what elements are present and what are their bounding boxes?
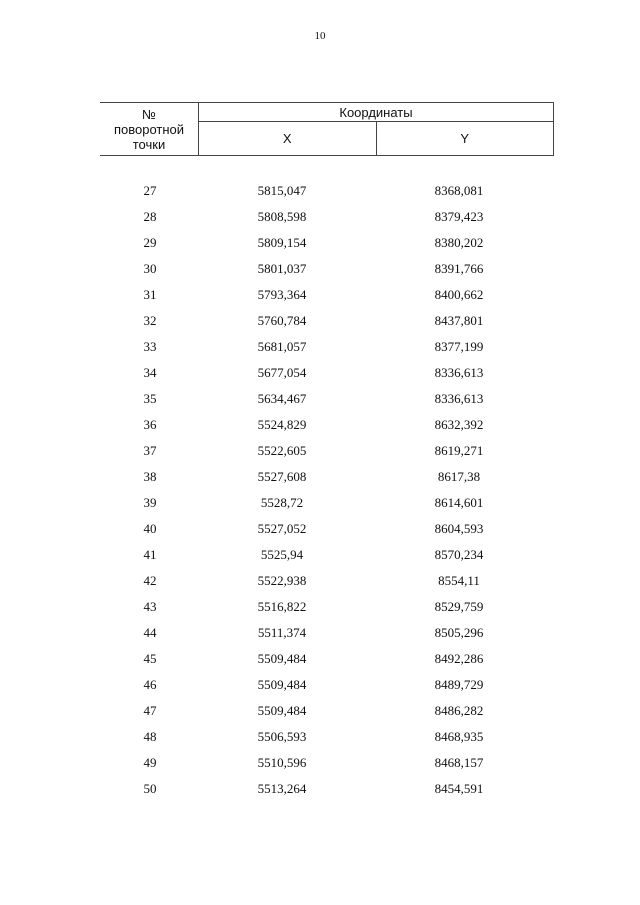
- x-coordinate-cell: 5522,605: [257, 443, 307, 458]
- x-coordinate-cell: 5527,608: [257, 469, 307, 484]
- x-coordinate-cell: 5528,72: [260, 495, 304, 510]
- point-number-cell: 48: [143, 729, 157, 744]
- x-coordinate-cell: 5509,484: [257, 703, 307, 718]
- x-coordinate-cell: 5760,784: [257, 313, 307, 328]
- x-column-header: X: [199, 122, 377, 156]
- table-row: [0, 334, 640, 360]
- x-coordinate-cell: 5793,364: [257, 287, 307, 302]
- coordinates-header: Координаты: [199, 103, 554, 122]
- y-coordinate-cell: 8492,286: [434, 651, 484, 666]
- y-coordinate-cell: 8380,202: [434, 235, 484, 250]
- y-coordinate-cell: 8391,766: [434, 261, 484, 276]
- x-coordinate-cell: 5527,052: [257, 521, 307, 536]
- y-coordinate-cell: 8437,801: [434, 313, 484, 328]
- point-number-cell: 46: [143, 677, 157, 692]
- point-number-cell: 38: [143, 469, 157, 484]
- x-coordinate-cell: 5513,264: [257, 781, 307, 796]
- y-coordinate-cell: 8468,935: [434, 729, 484, 744]
- y-coordinate-cell: 8570,234: [434, 547, 484, 562]
- point-number-cell: 42: [143, 573, 157, 588]
- table-row: [0, 360, 640, 386]
- point-number-cell: 41: [143, 547, 157, 562]
- y-coordinate-cell: 8614,601: [434, 495, 484, 510]
- x-coordinate-cell: 5681,057: [257, 339, 307, 354]
- x-coordinate-cell: 5506,593: [257, 729, 307, 744]
- table-row: [0, 568, 640, 594]
- y-coordinate-cell: 8336,613: [434, 365, 484, 380]
- x-coordinate-cell: 5509,484: [257, 677, 307, 692]
- coordinates-table-header: [100, 102, 554, 156]
- x-coordinate-cell: 5808,598: [257, 209, 307, 224]
- table-row: [0, 308, 640, 334]
- table-row: [0, 776, 640, 802]
- y-coordinate-cell: 8379,423: [434, 209, 484, 224]
- table-row: [0, 438, 640, 464]
- point-number-cell: 31: [143, 287, 157, 302]
- x-coordinate-cell: 5525,94: [260, 547, 304, 562]
- point-number-cell: 32: [143, 313, 157, 328]
- table-row: [0, 542, 640, 568]
- y-coordinate-cell: 8486,282: [434, 703, 484, 718]
- y-coordinate-cell: 8529,759: [434, 599, 484, 614]
- x-coordinate-cell: 5510,596: [257, 755, 307, 770]
- point-number-cell: 47: [143, 703, 157, 718]
- y-coordinate-cell: 8632,392: [434, 417, 484, 432]
- x-coordinate-cell: 5522,938: [257, 573, 307, 588]
- point-number-cell: 39: [143, 495, 157, 510]
- table-row: [0, 750, 640, 776]
- y-coordinate-cell: 8505,296: [434, 625, 484, 640]
- x-coordinate-cell: 5524,829: [257, 417, 307, 432]
- point-number-cell: 35: [143, 391, 157, 406]
- table-row: [0, 230, 640, 256]
- point-number-cell: 28: [143, 209, 157, 224]
- y-coordinate-cell: 8489,729: [434, 677, 484, 692]
- table-row: [0, 256, 640, 282]
- point-number-cell: 50: [143, 781, 157, 796]
- point-number-cell: 43: [143, 599, 157, 614]
- x-coordinate-cell: 5809,154: [257, 235, 307, 250]
- y-column-header: Y: [376, 122, 554, 156]
- y-coordinate-cell: 8468,157: [434, 755, 484, 770]
- x-coordinate-cell: 5516,822: [257, 599, 307, 614]
- table-row: [0, 204, 640, 230]
- table-row: [0, 178, 640, 204]
- point-number-header: [100, 103, 199, 156]
- point-number-header-line: поворотной: [113, 121, 185, 137]
- x-coordinate-cell: 5634,467: [257, 391, 307, 406]
- table-row: [0, 620, 640, 646]
- point-number-header-line: №: [142, 106, 156, 122]
- point-number-header-line: точки: [132, 136, 166, 152]
- point-number-cell: 49: [143, 755, 157, 770]
- y-coordinate-cell: 8604,593: [434, 521, 484, 536]
- y-coordinate-cell: 8554,11: [438, 573, 480, 588]
- table-row: [0, 386, 640, 412]
- point-number-cell: 34: [143, 365, 157, 380]
- x-coordinate-cell: 5511,374: [257, 625, 307, 640]
- x-coordinate-cell: 5509,484: [257, 651, 307, 666]
- table-row: [0, 516, 640, 542]
- table-row: [0, 646, 640, 672]
- table-row: [0, 594, 640, 620]
- point-number-cell: 36: [143, 417, 157, 432]
- point-number-cell: 44: [143, 625, 157, 640]
- x-coordinate-cell: 5677,054: [257, 365, 307, 380]
- table-row: [0, 672, 640, 698]
- y-coordinate-cell: 8619,271: [434, 443, 484, 458]
- point-number-cell: 33: [143, 339, 157, 354]
- coordinates-table-body: [0, 178, 640, 802]
- table-row: [0, 464, 640, 490]
- x-coordinate-cell: 5801,037: [257, 261, 307, 276]
- point-number-cell: 37: [143, 443, 157, 458]
- y-coordinate-cell: 8454,591: [434, 781, 484, 796]
- y-coordinate-cell: 8368,081: [434, 183, 484, 198]
- y-coordinate-cell: 8336,613: [434, 391, 484, 406]
- point-number-cell: 30: [143, 261, 157, 276]
- table-row: [0, 698, 640, 724]
- point-number-cell: 45: [143, 651, 157, 666]
- table-row: [0, 490, 640, 516]
- y-coordinate-cell: 8400,662: [434, 287, 484, 302]
- point-number-cell: 29: [143, 235, 157, 250]
- point-number-cell: 40: [143, 521, 157, 536]
- table-row: [0, 282, 640, 308]
- y-coordinate-cell: 8377,199: [434, 339, 484, 354]
- point-number-cell: 27: [143, 183, 157, 198]
- x-coordinate-cell: 5815,047: [257, 183, 307, 198]
- table-row: [0, 412, 640, 438]
- table-row: [0, 724, 640, 750]
- y-coordinate-cell: 8617,38: [437, 469, 481, 484]
- page-number: 10: [314, 30, 326, 42]
